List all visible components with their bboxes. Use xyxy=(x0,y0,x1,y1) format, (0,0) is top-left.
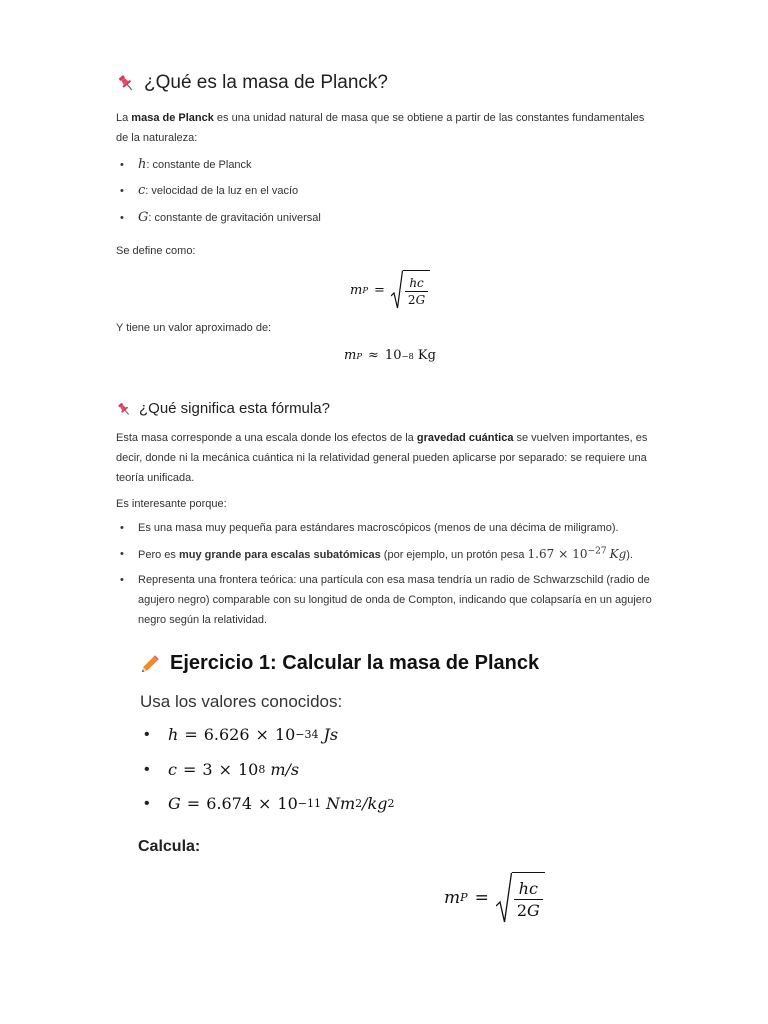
section-title-planck-mass xyxy=(116,72,388,94)
constant-symbol: h xyxy=(138,157,147,172)
reason-bold: muy grande para escalas subatómicas xyxy=(178,549,381,561)
value-times: × xyxy=(255,725,269,744)
value-times: × xyxy=(218,760,232,779)
approx-op: ≈ xyxy=(368,348,379,363)
meaning-bold: gravedad cuántica xyxy=(416,432,514,444)
intro-post: es una unidad natural de masa que se obtiene a partir de las constantes fundamentales de la naturaleza: xyxy=(116,112,645,144)
approx-value-formula: m P ≈ 10 −8 Kg xyxy=(344,348,436,363)
proton-exp: −27 xyxy=(587,546,607,557)
constant-text: : constante de gravitación universal xyxy=(148,212,321,224)
value-eq: = xyxy=(186,794,201,813)
section-title-text: ¿Qué es la masa de Planck? xyxy=(144,72,388,93)
fraction-numerator: hc xyxy=(409,276,424,290)
approx-base: 10 xyxy=(384,348,402,363)
den-variable: G xyxy=(415,293,426,307)
formula-eq: = xyxy=(374,282,385,298)
value-unit: Js xyxy=(323,725,339,744)
meaning-post: se vuelven importantes, es decir, donde ni la mecánica cuántica ni la relatividad general pueden aplicarse por separado: se requiere una teoría unificada. xyxy=(116,432,648,484)
sqrt-radicand xyxy=(403,270,430,310)
den-variable: G xyxy=(527,901,540,920)
fraction xyxy=(514,879,543,920)
value-base: 10 xyxy=(237,760,259,779)
section-title-text: ¿Qué significa esta fórmula? xyxy=(139,400,330,417)
approx-lhs: m xyxy=(344,348,357,363)
approx-unit: Kg xyxy=(417,348,436,363)
reason-mid: (por ejemplo, un protón pesa xyxy=(380,549,528,561)
value-mantissa: 3 xyxy=(202,760,213,779)
sqrt-radicand xyxy=(512,872,545,924)
pushpin-icon xyxy=(116,73,136,93)
value-base: 10 xyxy=(274,725,296,744)
value-var: • G xyxy=(168,794,181,813)
constant-text: : velocidad de la luz en el vacío xyxy=(145,185,299,197)
exercise-formula: m P = $\frac{hc}{2G}$ xyxy=(444,872,545,924)
constant-symbol: G xyxy=(138,210,149,225)
value-item-g: • G = 6.674 × 10 −11 Nm 2 /kg 2 xyxy=(168,794,394,813)
fraction xyxy=(405,276,428,307)
use-values-text: Usa los valores conocidos: xyxy=(140,692,343,711)
pencil-icon xyxy=(140,654,160,674)
fraction-denominator xyxy=(514,900,543,920)
reason-post: ). xyxy=(626,549,634,561)
value-var: • h xyxy=(168,725,179,744)
meaning-paragraph xyxy=(116,428,651,488)
constant-item-c xyxy=(138,181,298,201)
sqrt-sign xyxy=(496,872,545,924)
section-title-meaning xyxy=(116,400,330,417)
fraction-numerator: hc xyxy=(518,879,538,898)
calcula-label: Calcula: xyxy=(138,838,201,855)
value-base: 10 xyxy=(277,794,298,813)
pushpin-icon xyxy=(116,401,132,417)
exercise-title xyxy=(140,652,539,675)
value-mantissa: 6.626 xyxy=(203,725,250,744)
formula-eq: = xyxy=(474,888,489,908)
proton-mantissa: 1.67 xyxy=(527,547,555,561)
intro-pre: La xyxy=(116,112,132,124)
value-unit: Nm xyxy=(325,794,356,813)
intro-bold: masa de Planck xyxy=(131,112,214,124)
value-eq: = xyxy=(184,725,198,744)
value-unit2: /kg xyxy=(362,794,388,813)
approx-text: Y tiene un valor aproximado de: xyxy=(116,322,272,334)
define-text: Se define como: xyxy=(116,245,196,257)
reason-item-large xyxy=(138,544,658,565)
interesting-text: Es interesante porque: xyxy=(116,498,227,510)
reason-pre: Pero es xyxy=(138,549,179,561)
formula-lhs: m xyxy=(444,888,461,908)
planck-mass-formula: m P = $\frac{hc}{2G}$ xyxy=(350,270,430,310)
intro-paragraph xyxy=(116,108,656,148)
reason-item-small: • Es una masa muy pequeña para estándares macroscópicos (menos de una décima de miligramo). xyxy=(138,518,658,538)
value-eq: = xyxy=(182,760,197,779)
den-number: 2 xyxy=(516,901,527,920)
den-number: 2 xyxy=(407,293,416,307)
constant-text: : constante de Planck xyxy=(146,159,252,171)
value-mantissa: 6.674 xyxy=(206,794,252,813)
sqrt-sign xyxy=(391,270,430,310)
proton-base: 10 xyxy=(572,547,588,561)
value-item-c: • c = 3 × 10 8 m/s xyxy=(168,760,299,779)
proton-unit: Kg xyxy=(609,547,627,561)
value-times: × xyxy=(258,794,272,813)
value-unit: m/s xyxy=(270,760,300,779)
formula-lhs: m xyxy=(350,282,363,298)
proton-times: × xyxy=(558,547,569,561)
constant-symbol: c xyxy=(138,183,146,198)
reason-item-frontier: • Representa una frontera teórica: una partícula con esa masa tendría un radio de Schwarzschild (radio de agujero negro) comparable con su longitud de onda de Compton, indicando que colapsaría en un agujero negro según la relatividad. xyxy=(138,570,656,630)
value-item-h: • h = 6.626 × 10 −34 Js xyxy=(168,725,338,744)
fraction-denominator xyxy=(405,292,428,307)
meaning-pre: Esta masa corresponde a una escala donde los efectos de la xyxy=(116,432,417,444)
exercise-title-text: Ejercicio 1: Calcular la masa de Planck xyxy=(170,652,540,674)
constant-item-g xyxy=(138,208,321,228)
constant-item-h xyxy=(138,155,252,175)
value-var: • c xyxy=(168,760,177,779)
